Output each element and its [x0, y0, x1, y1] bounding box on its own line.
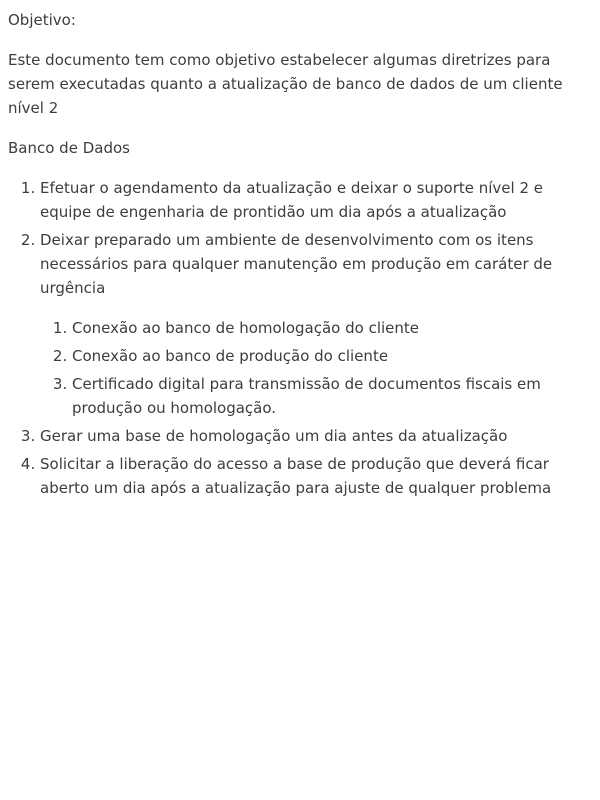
- list-item-text: Efetuar o agendamento da atualização e deixar o suporte nível 2 e equipe de engenharia de prontidão um dia após a atualização: [40, 179, 544, 221]
- main-list: [8, 176, 592, 500]
- objective-heading: Objetivo:: [8, 11, 76, 29]
- sub-list-item: [72, 372, 592, 420]
- sub-list-item-text: Certificado digital para transmissão de documentos fiscais em produção ou homologação.: [72, 375, 541, 417]
- sub-list-item-text: Conexão ao banco de homologação do cliente: [72, 319, 420, 337]
- list-item: [40, 176, 592, 224]
- list-item-text: Gerar uma base de homologação um dia antes da atualização: [40, 427, 508, 445]
- sub-list-item: [72, 344, 592, 368]
- list-item: [40, 424, 592, 448]
- sub-list-item: [72, 316, 592, 340]
- list-item: [40, 452, 592, 500]
- objective-text: Este documento tem como objetivo estabelecer algumas diretrizes para serem executadas quanto a atualização de banco de dados de um cliente nível 2: [8, 51, 563, 117]
- sub-list-item-text: Conexão ao banco de produção do cliente: [72, 347, 389, 365]
- sub-list: [40, 316, 592, 420]
- list-item: [40, 228, 592, 420]
- list-item-text: Solicitar a liberação do acesso a base de produção que deverá ficar aberto um dia após a atualização para ajuste de qualquer problema: [40, 455, 552, 497]
- section-heading: Banco de Dados: [8, 139, 130, 157]
- list-item-text: Deixar preparado um ambiente de desenvolvimento com os itens necessários para qualquer manutenção em produção em caráter de urgência: [40, 231, 553, 297]
